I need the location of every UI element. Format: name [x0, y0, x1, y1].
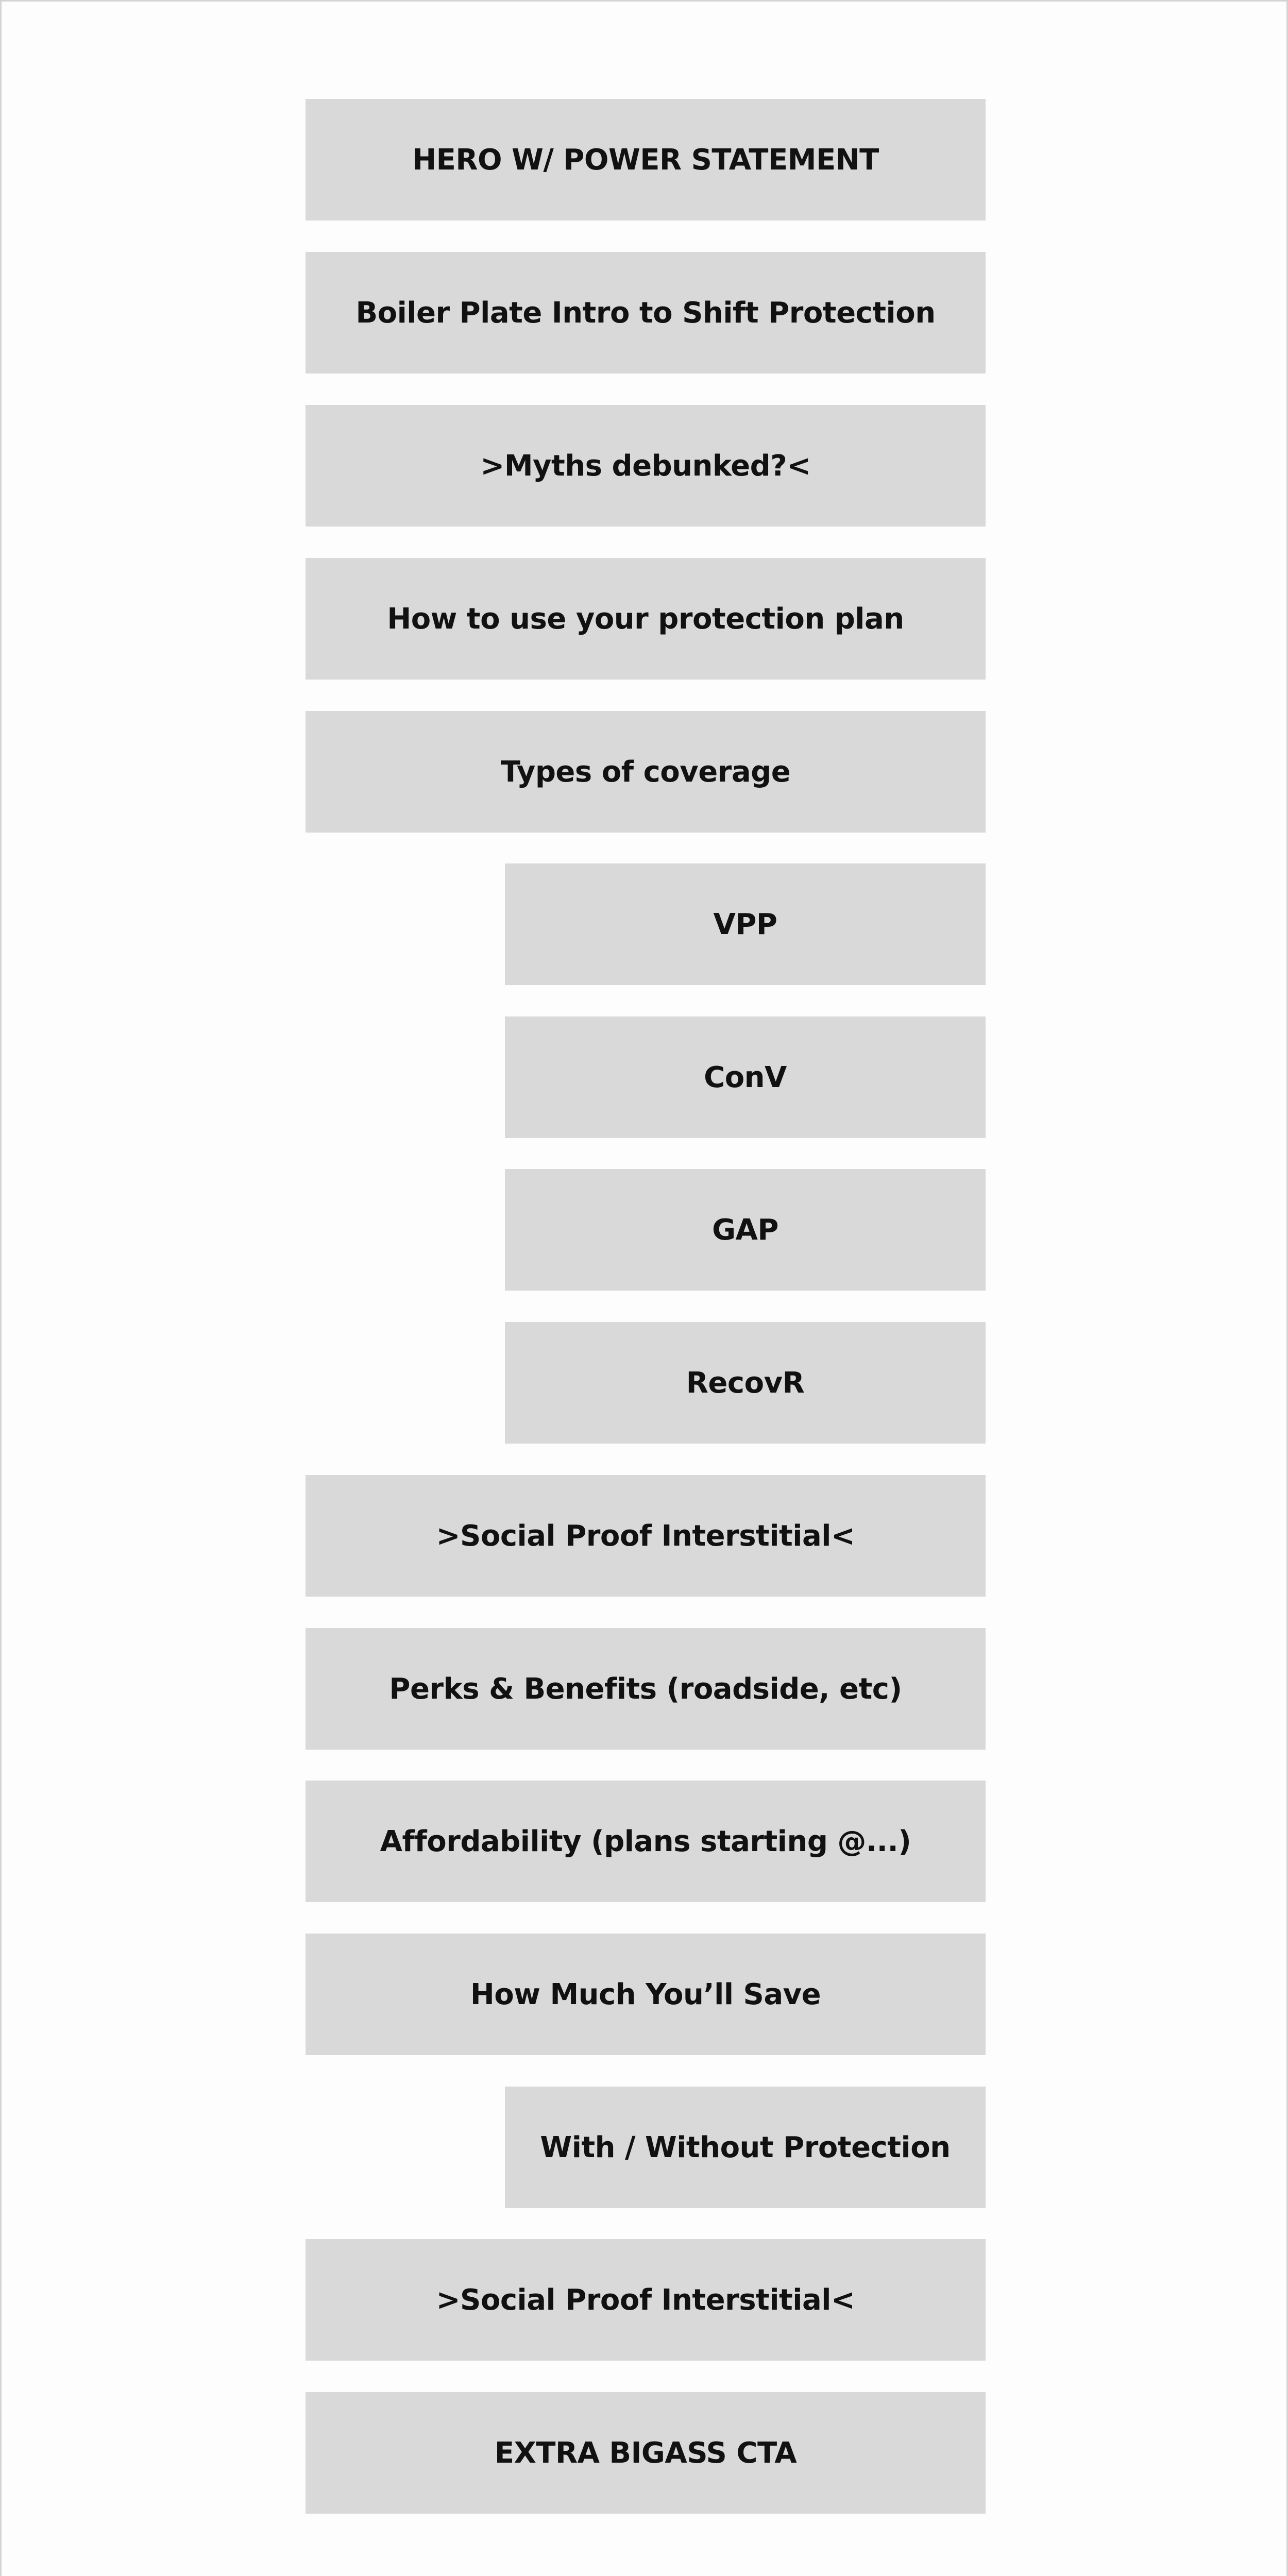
section-how-to-use [306, 558, 986, 680]
subsection-label: GAP [712, 1213, 778, 1247]
section-boilerplate-intro [306, 252, 986, 374]
section-label: EXTRA BIGASS CTA [494, 2436, 797, 2470]
section-perks-benefits [306, 1628, 986, 1750]
section-social-proof-1 [306, 1475, 986, 1597]
section-how-much-save [306, 1934, 986, 2055]
section-extra-cta [306, 2392, 986, 2514]
section-hero [306, 99, 986, 221]
section-myths-debunked [306, 405, 986, 527]
subsection-with-without [505, 2087, 986, 2208]
section-label: How to use your protection plan [387, 602, 904, 636]
section-label: How Much You’ll Save [470, 1977, 821, 2011]
subsection-label: RecovR [686, 1366, 805, 1400]
subsection-recovr [505, 1322, 986, 1444]
subsection-vpp [505, 863, 986, 985]
subsection-label: With / Without Protection [540, 2130, 951, 2164]
section-types-of-coverage [306, 711, 986, 833]
subsection-label: ConV [704, 1060, 787, 1094]
subsection-conv [505, 1016, 986, 1138]
section-label: >Social Proof Interstitial< [436, 1519, 855, 1553]
section-affordability [306, 1781, 986, 1902]
section-label: Perks & Benefits (roadside, etc) [389, 1672, 902, 1706]
section-label: >Social Proof Interstitial< [436, 2283, 855, 2317]
section-label: Affordability (plans starting @...) [380, 1824, 911, 1858]
section-label: Boiler Plate Intro to Shift Protection [355, 296, 936, 330]
section-label: HERO W/ POWER STATEMENT [412, 143, 879, 177]
section-label: >Myths debunked?< [480, 449, 811, 483]
subsection-gap [505, 1169, 986, 1291]
subsection-label: VPP [713, 907, 777, 941]
section-social-proof-2 [306, 2239, 986, 2361]
section-label: Types of coverage [500, 755, 791, 789]
